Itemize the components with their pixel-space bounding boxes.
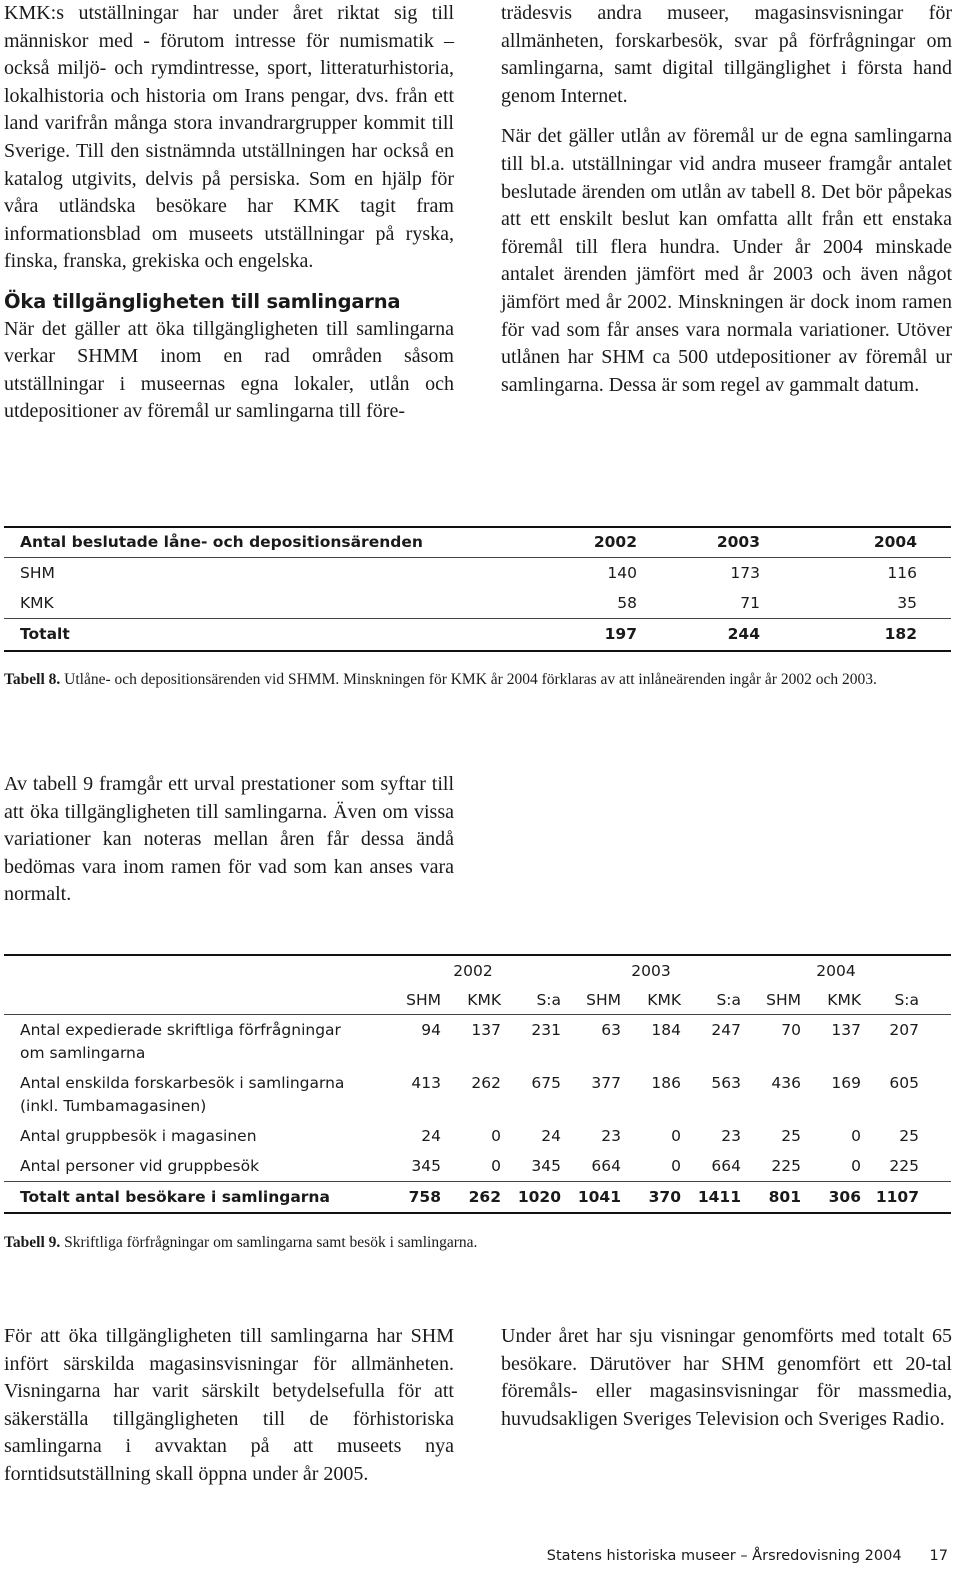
table-subheader-row <box>4 986 951 1015</box>
bottom-right-column <box>501 1323 952 1433</box>
row-label: Antal expedierade skriftliga förfrågningar om samlingarna <box>20 1021 341 1062</box>
table-cell: 186 <box>651 1074 681 1092</box>
table-cell: 0 <box>671 1127 681 1145</box>
table-cell: 173 <box>730 564 760 582</box>
table-cell: 413 <box>411 1074 441 1092</box>
intro-paragraph: KMK:s utställningar har under året riktat sig till människor med - förutom intresse för numismatik – också miljö- och rymdintresse, sport, litteraturhistoria, lokalhistoria och historia om Irans pengar, dvs. från ett land varifrån många stora invandrargrupper kommit till Sverige. Till den sistnämnda utställningen har också en katalog utgivits, delvis på persiska. Som en hjälp för våra utländska besökare har KMK tagit fram informationsblad om museets utställningar på ryska, finska, franska, grekiska och engelska. <box>4 2 454 273</box>
table-cell: 24 <box>541 1127 561 1145</box>
table-cell: Totalt <box>4 619 517 652</box>
table-row <box>4 1121 951 1151</box>
page-footer <box>547 1548 948 1564</box>
table-cell: 1107 <box>861 1182 951 1214</box>
table-cell: 197 <box>517 619 637 652</box>
table-cell: 244 <box>637 619 760 652</box>
table-cell: 247 <box>711 1021 741 1039</box>
viewings-paragraph: Under året har sju visningar genomförts med totalt 65 besökare. Därutöver har SHM genomfört ett 20-tal föremåls- eller magasinsvisningar för massmedia, huvudsakligen Sveriges Television och Sveriges Radio. <box>501 1325 952 1430</box>
table-cell: 225 <box>889 1157 919 1175</box>
table-cell: 24 <box>421 1127 441 1145</box>
caption-text: Skriftliga förfrågningar om samlingarna samt besök i samlingarna. <box>64 1234 478 1251</box>
table-cell: 262 <box>471 1074 501 1092</box>
table-cell: 94 <box>421 1021 441 1039</box>
bottom-left-column <box>4 1323 454 1489</box>
table-cell: 71 <box>740 594 760 612</box>
table-total-row <box>4 1182 951 1214</box>
table-cell: 23 <box>601 1127 621 1145</box>
subheader-cell: S:a <box>501 986 561 1015</box>
table-cell: 182 <box>760 619 951 652</box>
top-left-column <box>4 0 454 426</box>
table-total-row <box>4 619 951 652</box>
table-8-caption <box>4 670 944 690</box>
row-label: Totalt antal besökare i samlingarna <box>4 1182 345 1214</box>
subheader-cell: KMK <box>801 986 861 1015</box>
table-cell: 436 <box>771 1074 801 1092</box>
table-cell: 1041 <box>561 1182 621 1214</box>
table-cell: 1411 <box>681 1182 741 1214</box>
table-header-cell: 2004 <box>760 527 951 558</box>
magazine-visits-paragraph: För att öka tillgängligheten till samlingarna har SHM infört särskilda magasinsvisningar för allmänheten. Visningarna har varit särskilt betydelsefulla för att säkerställa tillgängligheten till de förhistoriska samlingarna i avvaktan på att museets nya forntidsutställning skall öppna under år 2005. <box>4 1325 454 1485</box>
loans-paragraph: När det gäller utlån av föremål ur de egna samlingarna till bl.a. utställningar vid andra museer framgår antalet beslutade ärenden om utlån av tabell 8. Det bör påpekas att ett enskilt beslut kan omfatta allt från ett enstaka föremål till flera hundra. Under år 2004 minskade antalet ärenden jämfört med år 2003 och även något jämfört med år 2002. Minskningen är dock inom ramen för vad som får anses vara normala variationer. Utöver utlånen har SHM ca 500 utdepositioner av föremål ur samlingarna. Dessa är som regel av gammalt datum. <box>501 125 952 396</box>
top-right-column <box>501 0 952 399</box>
table-9-intro-paragraph: Av tabell 9 framgår ett urval prestationer som syftar till att öka tillgängligheten till samlingarna. Även om vissa variationer kan noteras mellan åren får dessa ändå bedömas vara inom ramen för vad som kan anses vara normalt. <box>4 773 454 906</box>
table-cell: 345 <box>531 1157 561 1175</box>
row-label: Antal enskilda forskarbesök i samlingarna (inkl. Tumbamagasinen) <box>20 1074 345 1115</box>
table-cell: 262 <box>441 1182 501 1214</box>
subheader-cell: KMK <box>621 986 681 1015</box>
table-cell: 0 <box>671 1157 681 1175</box>
table-header-cell: 2003 <box>637 527 760 558</box>
table-cell: 137 <box>831 1021 861 1039</box>
caption-label: Tabell 9. <box>4 1234 61 1251</box>
subheader-cell: KMK <box>441 986 501 1015</box>
subheader-cell: SHM <box>345 986 441 1015</box>
table-cell: 137 <box>471 1021 501 1039</box>
table-header-row <box>4 527 951 558</box>
table-9-caption <box>4 1233 944 1253</box>
table-row <box>4 588 951 619</box>
subheader-cell: S:a <box>681 986 741 1015</box>
table-cell: 758 <box>345 1182 441 1214</box>
table-cell: 70 <box>781 1021 801 1039</box>
page-number: 17 <box>929 1548 948 1564</box>
caption-text: Utlåne- och depositionsärenden vid SHMM. Minskningen för KMK år 2004 förklaras av att inlåneärenden ingår år 2002 och 2003. <box>64 671 877 688</box>
subheader-cell: S:a <box>861 986 951 1015</box>
year-header: 2002 <box>453 962 493 980</box>
year-header: 2004 <box>816 962 856 980</box>
table-cell: 1020 <box>501 1182 561 1214</box>
table-8 <box>4 526 951 652</box>
year-header: 2003 <box>631 962 671 980</box>
section-heading: Öka tillgängligheten till samlingarna <box>4 289 401 313</box>
row-label: Antal personer vid gruppbesök <box>20 1157 260 1175</box>
table-cell: SHM <box>20 564 55 582</box>
table-row <box>4 1015 951 1069</box>
table-cell: 675 <box>531 1074 561 1092</box>
subheader-cell: SHM <box>561 986 621 1015</box>
table-cell: KMK <box>20 594 54 612</box>
table-cell: 0 <box>491 1127 501 1145</box>
table-header-cell: Antal beslutade låne- och depositionsärenden <box>4 527 517 558</box>
caption-label: Tabell 8. <box>4 671 61 688</box>
table-cell: 605 <box>889 1074 919 1092</box>
table-row <box>4 1068 951 1121</box>
table-cell: 225 <box>771 1157 801 1175</box>
table-cell: 63 <box>601 1021 621 1039</box>
table-cell: 0 <box>851 1157 861 1175</box>
table-cell: 0 <box>851 1127 861 1145</box>
table-cell: 116 <box>887 564 917 582</box>
table-header-cell: 2002 <box>517 527 637 558</box>
table-cell: 231 <box>531 1021 561 1039</box>
table-cell: 664 <box>711 1157 741 1175</box>
table-cell: 377 <box>591 1074 621 1092</box>
table-cell: 25 <box>899 1127 919 1145</box>
subheader-cell: SHM <box>741 986 801 1015</box>
middle-column <box>4 771 454 909</box>
table-cell: 169 <box>831 1074 861 1092</box>
table-year-row <box>4 955 951 986</box>
table-cell: 345 <box>411 1157 441 1175</box>
row-label: Antal gruppbesök i magasinen <box>20 1127 257 1145</box>
table-cell: 0 <box>491 1157 501 1175</box>
publication-title: Statens historiska museer – Årsredovisning 2004 <box>546 1548 902 1564</box>
table-cell: 370 <box>621 1182 681 1214</box>
table-cell: 58 <box>617 594 637 612</box>
table-cell: 563 <box>711 1074 741 1092</box>
table-cell: 306 <box>801 1182 861 1214</box>
table-9 <box>4 954 951 1214</box>
table-cell: 664 <box>591 1157 621 1175</box>
table-cell: 184 <box>651 1021 681 1039</box>
table-cell: 35 <box>897 594 917 612</box>
table-cell: 140 <box>607 564 637 582</box>
table-row <box>4 1151 951 1182</box>
table-row <box>4 558 951 589</box>
table-cell: 25 <box>781 1127 801 1145</box>
table-cell: 23 <box>721 1127 741 1145</box>
table-cell: 801 <box>741 1182 801 1214</box>
table-cell: 207 <box>889 1021 919 1039</box>
continuation-paragraph: trädesvis andra museer, magasinsvisningar för allmänheten, forskarbesök, svar på förfrågningar om samlingarna, samt digital tillgänglighet i första hand genom Internet. <box>501 2 952 107</box>
section-paragraph: När det gäller att öka tillgängligheten till samlingarna verkar SHMM inom en rad områden såsom utställningar i museernas egna lokaler, utlån och utdepositioner av föremål ur samlingarna till före- <box>4 317 454 423</box>
